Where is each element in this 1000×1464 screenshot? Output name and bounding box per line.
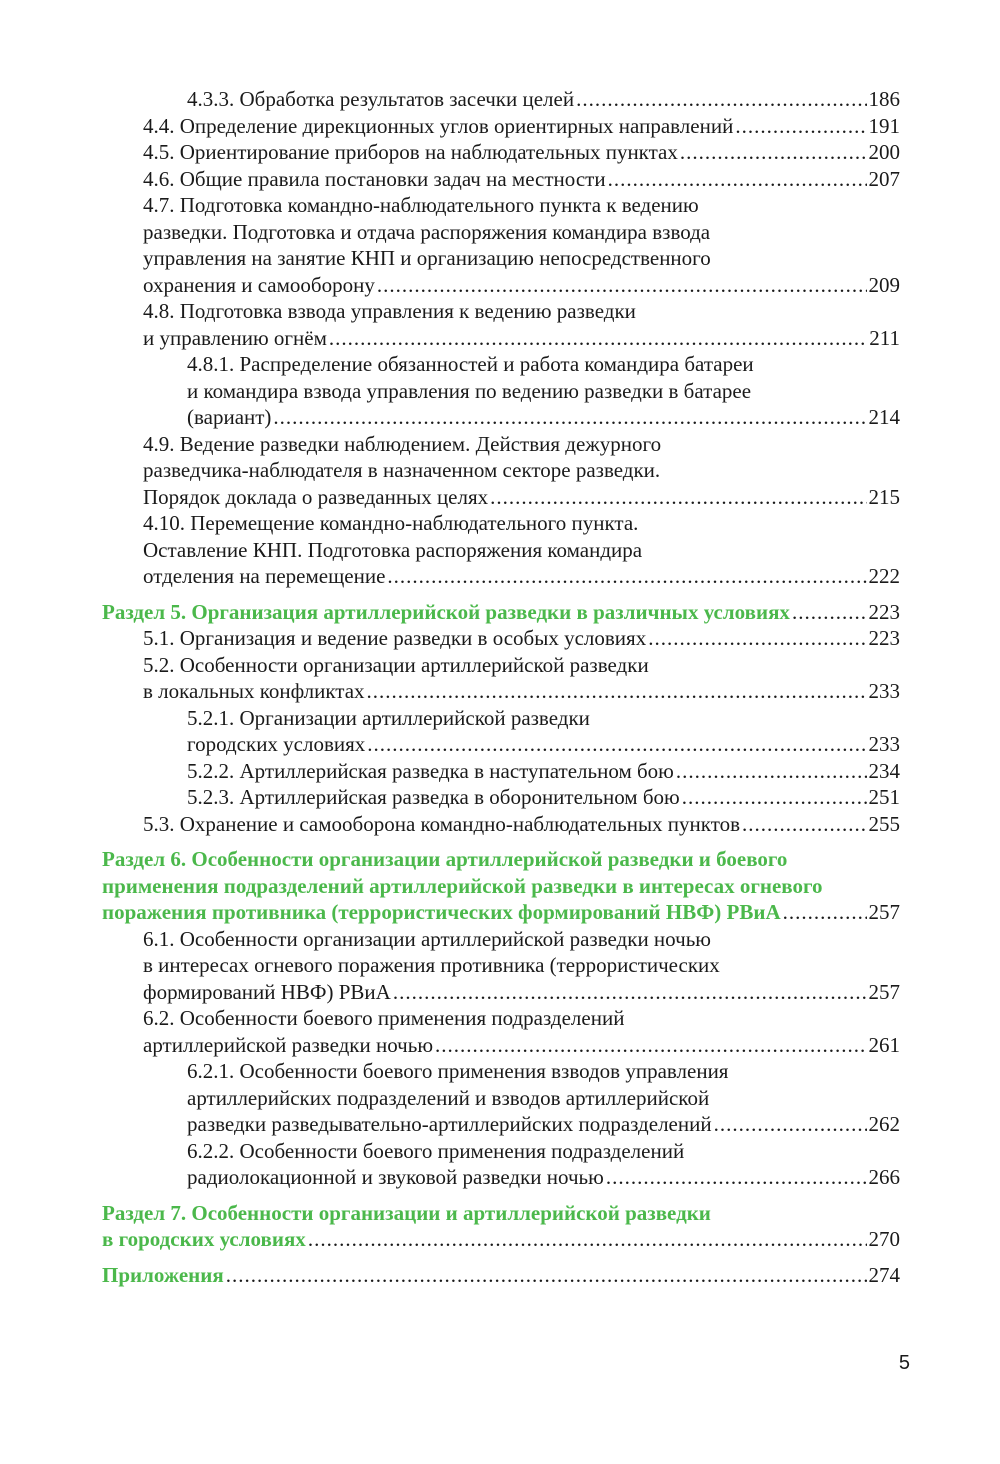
toc-page-number: 214 <box>868 405 900 429</box>
leader-dots <box>576 86 866 113</box>
toc-section-appendices[interactable] <box>102 1262 900 1289</box>
table-of-contents <box>0 86 1000 1288</box>
toc-entry-title: 5.2.3. Артиллерийская разведка в оборонительном бою <box>187 785 680 809</box>
toc-entry-line: Оставление КНП. Подготовка распоряжения командира <box>143 537 643 562</box>
toc-entry-title: 4.3.3. Обработка результатов засечки целей <box>187 87 575 111</box>
toc-entry-line: и командира взвода управления по ведению разведки в батарее <box>187 378 752 403</box>
toc-entry-line: 4.8.1. Распределение обязанностей и работа командира батареи <box>187 352 754 376</box>
toc-entry-line: 6.2.2. Особенности боевого применения подразделений <box>187 1138 685 1163</box>
leader-dots <box>735 113 866 140</box>
toc-entry-line: разведчика-наблюдателя в назначенном секторе разведки. <box>143 458 661 482</box>
toc-page-number: 222 <box>868 564 900 588</box>
toc-entry-title: в локальных конфликтах <box>143 679 365 703</box>
toc-entry-line: 5.2.1. Организации артиллерийской разведки <box>187 705 590 730</box>
toc-page-number: 233 <box>868 732 900 756</box>
toc-page-number: 266 <box>868 1165 900 1189</box>
leader-dots <box>387 563 866 590</box>
toc-section-line: Раздел 7. Особенности организации и артиллерийской разведки <box>102 1200 711 1225</box>
toc-section-line: применения подразделений артиллерийской разведки в интересах огневого <box>102 873 823 898</box>
toc-entry-title: разведки разведывательно-артиллерийских подразделений <box>187 1112 712 1136</box>
toc-entry-4-10[interactable] <box>143 510 900 590</box>
toc-entry-line: 4.9. Ведение разведки наблюдением. Действия дежурного <box>143 431 662 456</box>
toc-entry-title: 4.5. Ориентирование приборов на наблюдательных пунктах <box>143 140 678 164</box>
leader-dots <box>273 404 866 431</box>
toc-page-number: 215 <box>868 484 900 509</box>
toc-entry-4-5[interactable] <box>143 139 900 166</box>
leader-dots <box>367 678 867 705</box>
leader-dots <box>329 325 867 352</box>
toc-entry-title: 5.1. Организация и ведение разведки в особых условиях <box>143 626 647 650</box>
toc-entry-6-2[interactable] <box>143 1005 900 1058</box>
toc-page-number: 257 <box>868 900 900 924</box>
toc-entry-4-3-3[interactable] <box>187 86 900 113</box>
toc-page-number: 262 <box>868 1112 900 1136</box>
toc-entry-title: 5.2.2. Артиллерийская разведка в наступательном бою <box>187 758 674 783</box>
toc-page-number: 251 <box>868 785 900 809</box>
toc-page-number: 261 <box>868 1032 900 1057</box>
toc-entry-line: 5.2. Особенности организации артиллерийской разведки <box>143 652 649 677</box>
leader-dots <box>783 899 867 926</box>
toc-section-title: поражения противника (террористических формирований НВФ) РВиА <box>102 900 781 924</box>
toc-page-number: 274 <box>868 1262 900 1287</box>
toc-section-title: Раздел 5. Организация артиллерийской разведки в различных условиях <box>102 599 790 624</box>
toc-section-title: в городских условиях <box>102 1227 306 1251</box>
toc-entry-4-8-1[interactable] <box>187 351 900 431</box>
toc-entry-line: управления на занятие КНП и организацию непосредственного <box>143 246 711 270</box>
toc-entry-title: Порядок доклада о разведанных целях <box>143 484 489 509</box>
leader-dots <box>714 1111 867 1138</box>
toc-entry-line: 4.10. Перемещение командно-наблюдательного пункта. <box>143 511 639 535</box>
toc-entry-5-2-2[interactable] <box>187 758 900 785</box>
toc-page-number: 255 <box>868 811 900 836</box>
leader-dots <box>377 272 867 299</box>
toc-page-number: 257 <box>868 979 900 1004</box>
toc-entry-title: 4.4. Определение дирекционных углов ориентирных направлений <box>143 113 734 138</box>
toc-entry-line: 6.2.1. Особенности боевого применения взводов управления <box>187 1059 729 1083</box>
toc-entry-4-4[interactable] <box>143 113 900 140</box>
toc-entry-line: 6.2. Особенности боевого применения подразделений <box>143 1006 625 1030</box>
toc-page-number: 233 <box>868 679 900 703</box>
toc-entry-line: разведки. Подготовка и отдача распоряжения командира взвода <box>143 219 711 244</box>
toc-page-number: 200 <box>868 140 900 164</box>
leader-dots <box>742 811 866 838</box>
toc-entry-6-2-2[interactable] <box>187 1138 900 1191</box>
toc-entry-5-3[interactable] <box>143 811 900 838</box>
toc-entry-5-2[interactable] <box>143 652 900 705</box>
toc-entry-title: охранения и самооборону <box>143 272 375 297</box>
leader-dots <box>608 166 867 193</box>
toc-entry-line: артиллерийских подразделений и взводов артиллерийской <box>187 1085 710 1110</box>
leader-dots <box>648 625 866 652</box>
toc-page-number: 234 <box>868 758 900 783</box>
toc-entry-title: 4.6. Общие правила постановки задач на местности <box>143 166 606 191</box>
leader-dots <box>226 1262 867 1289</box>
leader-dots <box>308 1226 867 1253</box>
leader-dots <box>682 784 867 811</box>
leader-dots <box>792 599 867 626</box>
toc-page-number: 191 <box>868 113 900 138</box>
leader-dots <box>606 1164 867 1191</box>
leader-dots <box>490 484 866 511</box>
toc-entry-4-7[interactable] <box>143 192 900 298</box>
toc-entry-title: (вариант) <box>187 405 272 429</box>
toc-page-number: 186 <box>868 87 900 111</box>
toc-section-5[interactable] <box>102 599 900 626</box>
toc-page-number: 207 <box>868 166 900 191</box>
toc-page-number: 223 <box>868 599 900 624</box>
toc-entry-line: в интересах огневого поражения противника (террористических <box>143 953 720 977</box>
toc-entry-title: радиолокационной и звуковой разведки ночью <box>187 1165 604 1189</box>
leader-dots <box>367 731 866 758</box>
toc-page-number: 211 <box>869 325 900 350</box>
toc-entry-line: 6.1. Особенности организации артиллерийской разведки ночью <box>143 926 711 951</box>
toc-entry-line: 4.8. Подготовка взвода управления к ведению разведки <box>143 299 636 323</box>
toc-entry-title: городских условиях <box>187 732 366 756</box>
leader-dots <box>393 979 867 1006</box>
toc-entry-title: формирований НВФ) РВиА <box>143 979 391 1004</box>
toc-entry-title: артиллерийской разведки ночью <box>143 1032 434 1057</box>
toc-entry-line: 4.7. Подготовка командно-наблюдательного пункта к ведению <box>143 193 699 217</box>
toc-entry-5-2-1[interactable] <box>187 705 900 758</box>
toc-entry-5-2-3[interactable] <box>187 784 900 811</box>
toc-entry-6-1[interactable] <box>143 926 900 1006</box>
leader-dots <box>676 758 867 785</box>
toc-entry-4-8[interactable] <box>143 298 900 351</box>
toc-section-7[interactable] <box>102 1200 900 1253</box>
toc-entry-5-1[interactable] <box>143 625 900 652</box>
toc-entry-title: и управлению огнём <box>143 325 327 350</box>
toc-section-title: Приложения <box>102 1262 224 1287</box>
page-number: 5 <box>898 1352 910 1374</box>
toc-page-number: 270 <box>868 1227 900 1251</box>
leader-dots <box>435 1032 866 1059</box>
toc-page-number: 223 <box>868 626 900 650</box>
toc-entry-4-9[interactable] <box>143 431 900 511</box>
leader-dots <box>680 139 867 166</box>
toc-page-number: 209 <box>868 272 900 297</box>
toc-section-6[interactable] <box>102 846 900 926</box>
toc-entry-title: отделения на перемещение <box>143 564 386 588</box>
toc-entry-6-2-1[interactable] <box>187 1058 900 1138</box>
toc-section-line: Раздел 6. Особенности организации артиллерийской разведки и боевого <box>102 847 788 871</box>
toc-entry-title: 5.3. Охранение и самооборона командно-наблюдательных пунктов <box>143 811 741 836</box>
toc-entry-4-6[interactable] <box>143 166 900 193</box>
